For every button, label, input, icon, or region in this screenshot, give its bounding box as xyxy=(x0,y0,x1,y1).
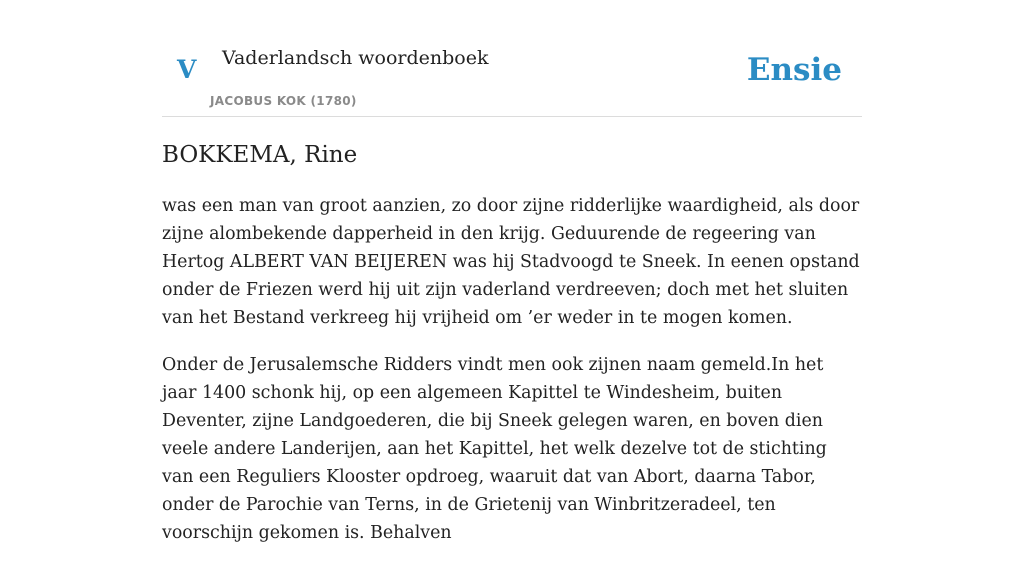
entry-title: BOKKEMA, Rine xyxy=(162,142,358,168)
entry-paragraph: Onder de Jerusalemsche Ridders vindt men ook zijnen naam gemeld.In het jaar 1400 schonk hij, op een algemeen Kapittel te Windesheim, buiten Deventer, zijne Landgoederen, die bij Sneek gelegen waren, en boven dien veele andere Landerijen, aan het Kapittel, het welk dezelve tot de stichting van een Reguliers Klooster opdroeg, waaruit dat van Abort, daarna Tabor, onder de Parochie van Terns, in de Grietenij van Winbritzeradeel, ten voorschijn gekomen is. Behalven xyxy=(162,355,827,543)
ensie-logo-link[interactable]: Ensie xyxy=(746,52,842,88)
dictionary-logo-letter[interactable]: V xyxy=(177,55,197,84)
site-header xyxy=(162,0,862,117)
dictionary-author: JACOBUS KOK (1780) xyxy=(210,94,357,108)
entry-paragraph: was een man van groot aanzien, zo door zijne ridderlijke waardigheid, als door zijne alombekende dapperheid in den krijg. Geduurende de regeering van Hertog ALBERT VAN BEIJEREN was hij Stadvoogd te Sneek. In eenen opstand onder de Friezen werd hij uit zijn vaderland verdreeven; doch met het sluiten van het Bestand verkreeg hij vrijheid om ’er weder in te mogen komen. xyxy=(162,196,860,328)
dictionary-title-link[interactable]: Vaderlandsch woordenboek xyxy=(222,47,489,69)
entry-body xyxy=(162,192,862,566)
